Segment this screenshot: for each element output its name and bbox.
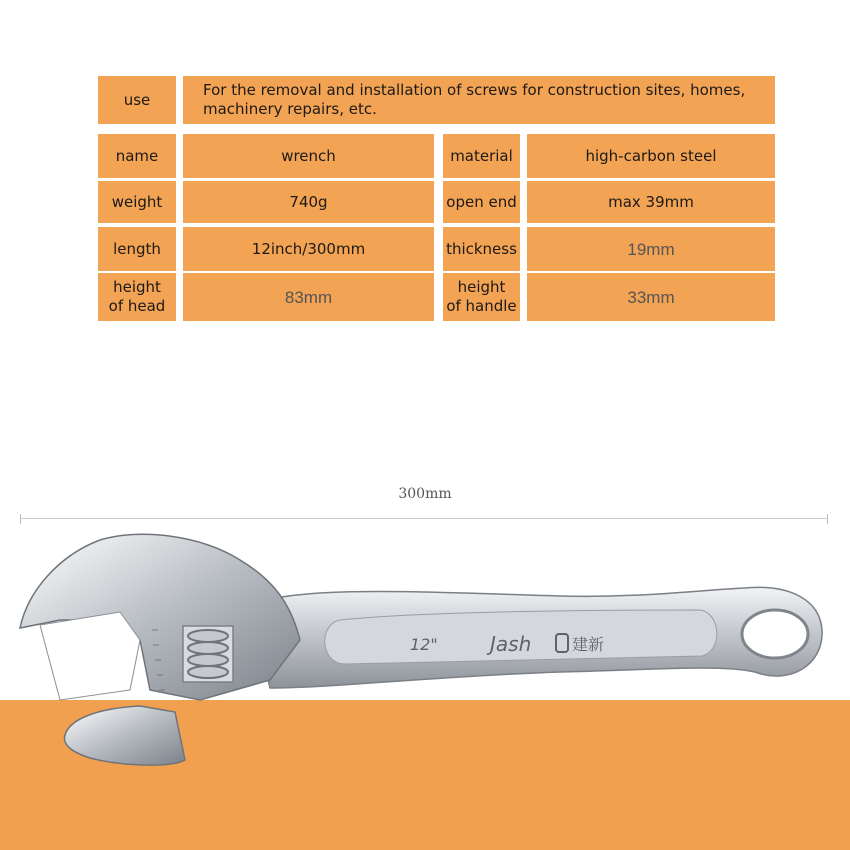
weight-label: weight	[98, 181, 176, 223]
height-of-head-label: height of head	[98, 273, 176, 321]
brand-logo-text: Jash	[490, 632, 532, 656]
brand-chinese-text: 建新	[572, 635, 605, 654]
thickness-value-text: 19mm	[627, 239, 675, 259]
wrench-image	[0, 520, 850, 780]
height-of-handle-value-text: 33mm	[627, 287, 675, 307]
dimension-line	[20, 518, 828, 519]
material-label: material	[443, 134, 520, 178]
open-end-label: open end	[443, 181, 520, 223]
name-value: wrench	[183, 134, 434, 178]
height-of-head-value	[183, 273, 434, 321]
dimension-label: 300mm	[398, 486, 452, 502]
thickness-value	[527, 227, 775, 271]
material-value: high-carbon steel	[527, 134, 775, 178]
size-marking: 12"	[410, 635, 438, 654]
length-label: length	[98, 227, 176, 271]
height-of-head-value-text: 83mm	[284, 287, 333, 307]
height-of-handle-label: height of handle	[443, 273, 520, 321]
height-of-handle-value	[527, 273, 775, 321]
weight-value: 740g	[183, 181, 434, 223]
use-value: For the removal and installation of screws for construction sites, homes, machinery repairs, etc.	[183, 76, 775, 124]
name-label: name	[98, 134, 176, 178]
length-value: 12inch/300mm	[183, 227, 434, 271]
use-label: use	[98, 76, 176, 124]
open-end-value: max 39mm	[527, 181, 775, 223]
thickness-label: thickness	[443, 227, 520, 271]
